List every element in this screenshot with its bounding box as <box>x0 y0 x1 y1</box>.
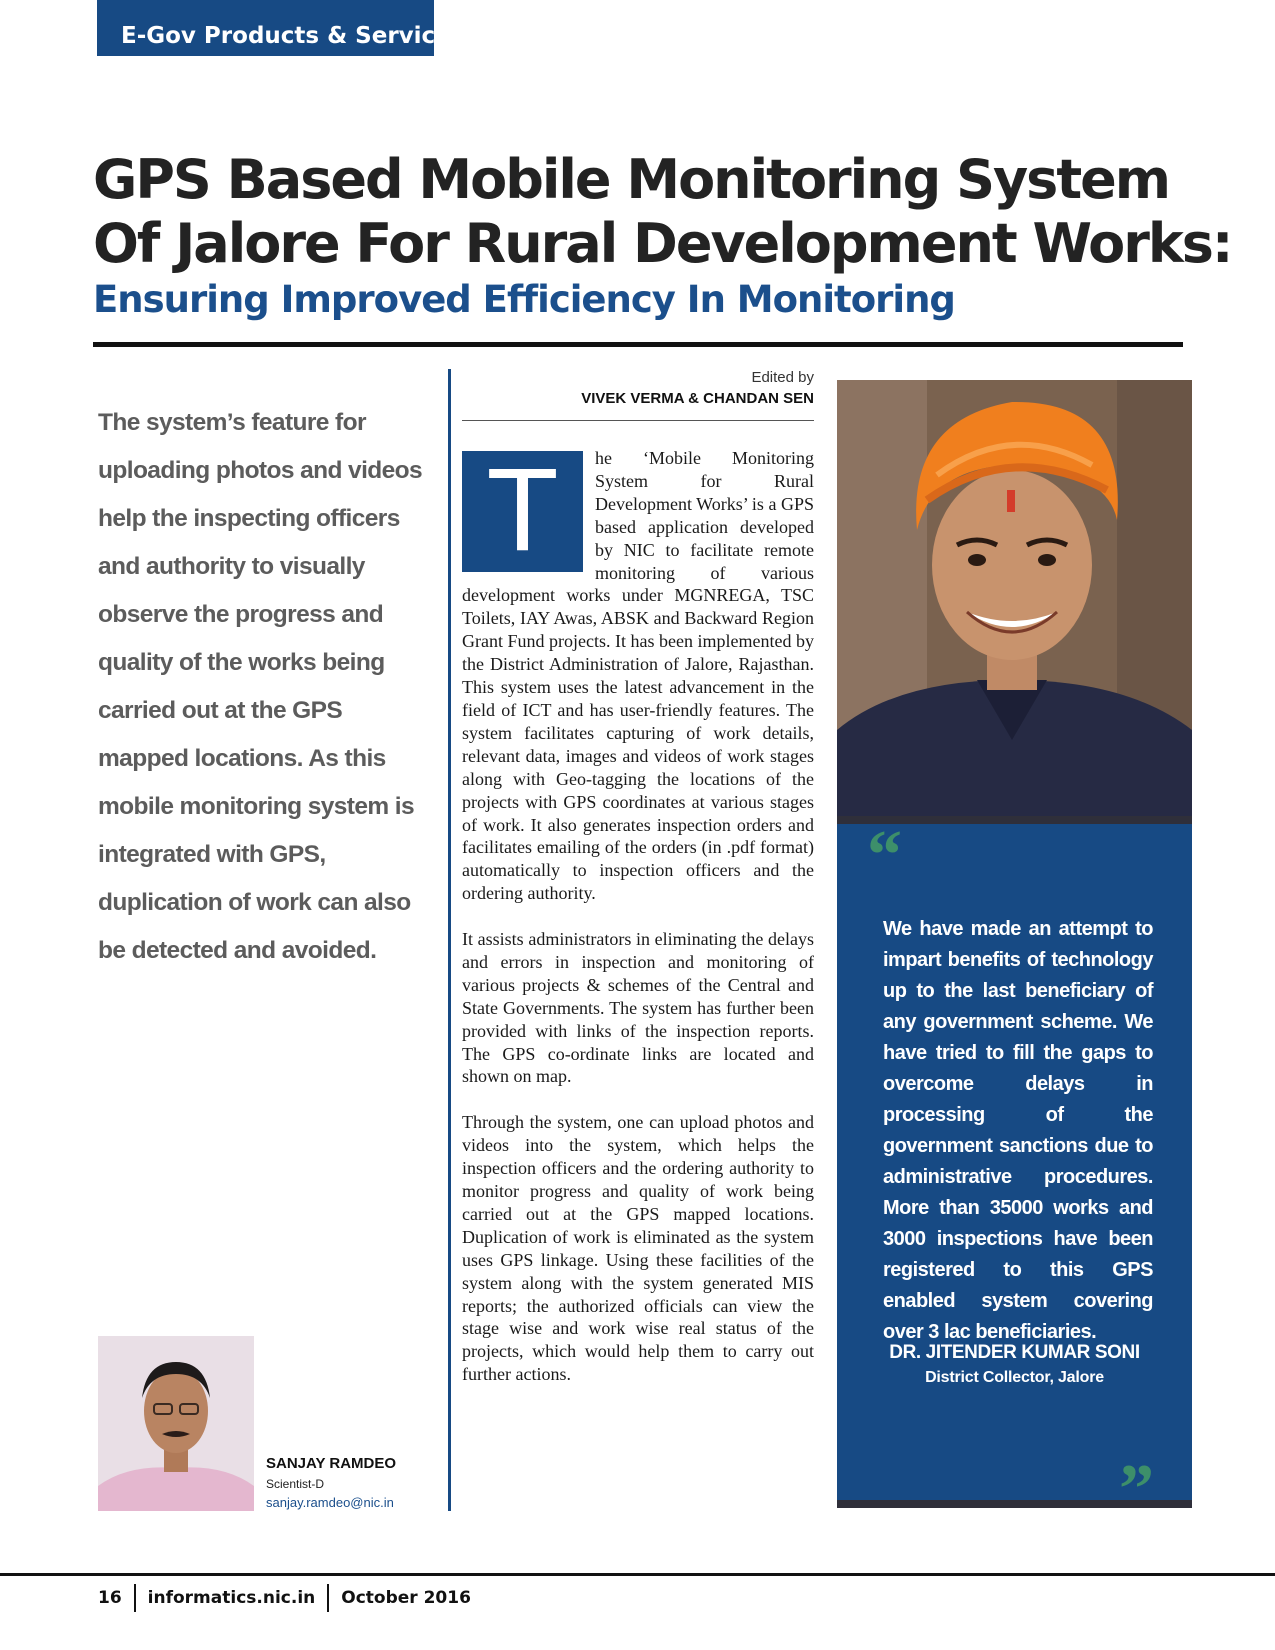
footer-separator <box>134 1584 136 1612</box>
page-footer <box>98 1584 471 1612</box>
author-name: SANJAY RAMDEO <box>266 1455 397 1472</box>
editor-divider <box>462 420 814 421</box>
quote-text: We have made an attempt to impart benefits of technology up to the last beneficiary of any government scheme. We have tried to fill the gaps to overcome delays in processing of the government sanctions due to administrative procedures. More than 35000 works and 3000 inspections have been registered to this GPS enabled system covering over 3 lac beneficiaries. <box>883 918 1153 1343</box>
article-paragraph-1 <box>462 444 814 905</box>
footer-date: October 2016 <box>341 1588 471 1608</box>
title-divider <box>93 342 1183 347</box>
article-subtitle: Ensuring Improved Efficiency In Monitoring <box>93 278 955 321</box>
footer-separator <box>327 1584 329 1612</box>
article-paragraph-2: It assists administrators in eliminating the delays and errors in inspection and monitoring of various projects & schemes of the Central and State Governments. The system has further been provided with links of the inspection reports. The GPS co-ordinate links are located and shown on map. <box>462 929 814 1087</box>
article-paragraph-3: Through the system, one can upload photos and videos into the system, which helps the inspection officers and the ordering authority to monitor progress and quality of work being carried out at the GPS mapped locations. Duplication of work is eliminated as the system uses GPS linkage. Using these facilities of the system along with the system generated MIS reports; the authorized officials can view the stage wise and work wise real status of the projects, which would help them to carry out further actions. <box>462 1112 814 1385</box>
article-title <box>93 148 1232 276</box>
collector-photo <box>837 380 1192 816</box>
section-tab <box>97 0 465 56</box>
quote-attribution-role: District Collector, Jalore <box>925 1369 1104 1386</box>
pull-quote: The system’s feature for uploading photos and videos help the inspecting officers and authority to visually observe the progress and quality of the works being carried out at the GPS mapped locations. As this mobile monitoring system is integrated with GPS, duplication of work can also be detected and avoided. <box>98 409 423 964</box>
drop-cap: T <box>462 451 583 572</box>
editors: VIVEK VERMA & CHANDAN SEN <box>581 390 814 407</box>
quote-box <box>837 816 1192 1528</box>
author-email[interactable]: sanjay.ramdeo@nic.in <box>266 1495 394 1510</box>
open-quote-icon: “ <box>867 817 902 894</box>
close-quote-icon: ” <box>1119 1451 1154 1528</box>
section-label: E-Gov Products & Services <box>121 23 465 49</box>
edited-by-label: Edited by <box>751 369 814 386</box>
quote-attribution-name: DR. JITENDER KUMAR SONI <box>889 1342 1140 1363</box>
author-role: Scientist-D <box>266 1477 325 1491</box>
paragraph-1-text: he ‘Mobile Monitoring System for Rural Development Works’ is a GPS based application developed by NIC to facilitate remote monitoring of various development works under MGNREGA, TSC Toilets, IAY Awas, ABSK and Backward Region Grant Fund projects. It has been implemented by the District Administration of Jalore, Rajasthan. This system uses the latest advancement in the field of ICT and has user-friendly features. The system facilitates capturing of work details, relevant data, images and videos of work stages along with Geo-tagging the locations of the projects with GPS coordinates at various stages of work. It also generates inspection orders and facilitates emailing of the orders (in .pdf format) automatically to inspection officers and the ordering authority. <box>462 448 814 904</box>
title-line-1: GPS Based Mobile Monitoring System <box>93 148 1170 211</box>
footer-site[interactable]: informatics.nic.in <box>147 1588 316 1608</box>
page-number: 16 <box>98 1588 122 1608</box>
article-body <box>462 444 814 1409</box>
footer-divider <box>0 1573 1275 1576</box>
author-photo <box>98 1336 254 1511</box>
column-divider <box>448 369 451 1511</box>
title-line-2: Of Jalore For Rural Development Works: <box>93 212 1232 275</box>
